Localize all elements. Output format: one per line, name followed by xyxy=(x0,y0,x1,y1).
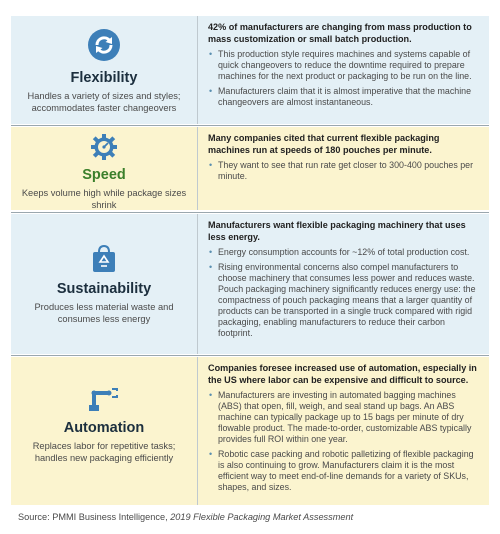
refresh-icon xyxy=(87,28,121,67)
row-flexibility-summary xyxy=(11,16,197,124)
row-separator xyxy=(11,212,489,213)
row-sustainability xyxy=(11,214,489,354)
row-flexibility-details xyxy=(198,16,489,124)
bullet-item: • They want to see that run rate get closer to 300-400 pouches per minute. xyxy=(218,160,479,182)
row-sustainability-details xyxy=(198,214,489,354)
row-heading: Companies foresee increased use of automation, especially in the US where labor can be expensive and difficult to source. xyxy=(208,363,477,385)
bullet-item: • Manufacturers are investing in automated bagging machines (ABS) that open, fill, weigh, and seal stand up bags. An ABS machine can typically package up to 15 bags per minute of dry flowable product. The made-to-order, customizable ABS typically provides full ROI within one year. xyxy=(218,390,479,445)
row-title: Automation xyxy=(63,420,145,436)
row-heading: Many companies cited that current flexible packaging machines run at speeds of 180 pouches per minute. xyxy=(208,133,440,155)
row-subtitle: Replaces labor for repetitive tasks; handles new packaging efficiently xyxy=(32,441,176,463)
robot-arm-icon xyxy=(87,387,121,418)
row-automation-summary xyxy=(11,357,197,505)
bullet-list xyxy=(208,160,479,182)
row-title: Speed xyxy=(82,167,126,183)
row-separator xyxy=(11,355,489,356)
gear-gauge-icon xyxy=(90,133,118,166)
bullet-item: • Robotic case packing and robotic palletizing of flexible packaging is also continuing to grow. Manufacturers claim it is the most efficient way to meet end-of-line demands for a variety of SKUs, shapes, and sizes. xyxy=(218,449,479,493)
recycle-bag-icon xyxy=(89,244,119,279)
row-subtitle: Handles a variety of sizes and styles; accommodates faster changeovers xyxy=(27,91,181,113)
row-heading: 42% of manufacturers are changing from mass production to mass customization or small batch production. xyxy=(208,22,472,44)
row-automation-details xyxy=(198,357,489,505)
source-prefix: Source: PMMI Business Intelligence, xyxy=(18,512,171,522)
row-subtitle: Keeps volume high while package sizes shrink xyxy=(21,188,187,210)
bullet-item: • Rising environmental concerns also compel manufacturers to choose machinery that consumes less power and reduces waste. Pouch packaging machinery significantly reduces energy use: the compactness of pouch packaging means that a larger quantity of products can be transported in a single truck compared with rigid packaging, enabling manufacturers to reduce their carbon footprint. xyxy=(218,262,479,339)
bullet-list xyxy=(208,49,479,108)
source-note xyxy=(18,512,353,522)
row-title: Sustainability xyxy=(56,281,152,297)
bullet-list xyxy=(208,247,479,339)
bullet-item: • Energy consumption accounts for ~12% of total production cost. xyxy=(218,247,479,258)
bullet-list xyxy=(208,390,479,493)
row-speed-details xyxy=(198,127,489,210)
row-title: Flexibility xyxy=(70,70,138,86)
row-sustainability-summary xyxy=(11,214,197,354)
bullet-item: • This production style requires machines and systems capable of quick changeovers to reduce the downtime required to prepare machines for the next product or packaging to be run on the line. xyxy=(218,49,479,82)
bullet-item: • Manufacturers claim that it is almost imperative that the machine changeovers are almost instantaneous. xyxy=(218,86,479,108)
source-title: 2019 Flexible Packaging Market Assessment xyxy=(170,512,354,522)
row-separator xyxy=(11,125,489,126)
row-speed xyxy=(11,127,489,210)
row-automation xyxy=(11,357,489,505)
row-speed-summary xyxy=(11,127,197,210)
row-flexibility xyxy=(11,16,489,124)
row-heading: Manufacturers want flexible packaging machinery that uses less energy. xyxy=(208,220,466,242)
row-subtitle: Produces less material waste and consumes less energy xyxy=(34,302,174,324)
